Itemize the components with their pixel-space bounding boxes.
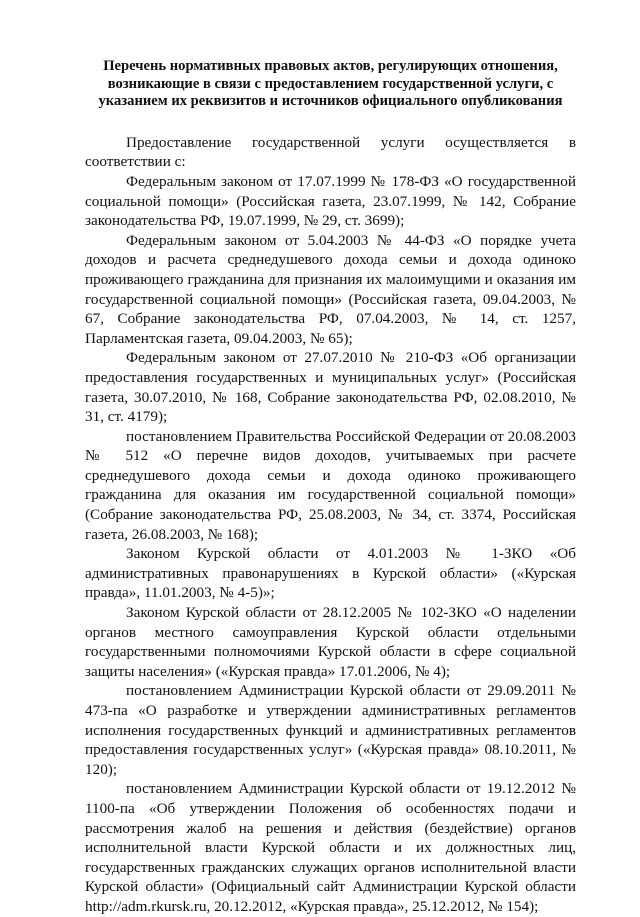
legal-act-item: Федеральным законом от 27.07.2010 № 210-ФЗ «Об организации предоставления государственных и муниципальных услуг» (Российская газета, 30.07.2010, № 168, Собрание законодательства РФ, 02.08.2010, № 31, ст. 4179); [85,349,576,426]
legal-act-item: Федеральным законом от 17.07.1999 № 178-ФЗ «О государственной социальной помощи» (Российская газета, 23.07.1999, № 142, Собрание законодательства РФ, 19.07.1999, № 29, ст. 3699); [85,172,576,230]
intro-paragraph: Предоставление государственной услуги осуществляется в соответствии с: [85,133,576,171]
document-title: Перечень нормативных правовых актов, регулирующих отношения, возникающие в связи с предоставлением государственной услуги, с указанием их реквизитов и источников официального опубликования [98,58,563,110]
legal-act-item: Законом Курской области от 4.01.2003 № 1-ЗКО «Об административных правонарушениях в Курской области» («Курская правда», 11.01.2003, № 4-5)»; [85,545,576,602]
document-page [85,58,576,917]
legal-act-item: постановлением Администрации Курской области от 19.12.2012 № 1100-па «Об утверждении Положения об особенностях подачи и рассмотрения жалоб на решения и действия (бездействие) органов исполнительной власти Курской области и их должностных лиц, государственных гражданских служащих органов исполнительной власти Курской области» (Официальный сайт Администрации Курской области http://adm.rkursk.ru, 20.12.2012, «Курская правда», 25.12.2012, № 154); [85,780,576,915]
legal-act-item: постановлением Правительства Российской Федерации от 20.08.2003 № 512 «О перечне видов доходов, учитываемых при расчете среднедушевого дохода семьи и дохода одиноко проживающего гражданина для оказания им государственной социальной помощи» (Собрание законодательства РФ, 25.08.2003, № 34, ст. 3374, Российская газета, 26.08.2003, № 168); [85,427,576,543]
legal-act-item: Федеральным законом от 5.04.2003 № 44-ФЗ «О порядке учета доходов и расчета среднедушевого дохода семьи и дохода одиноко проживающего гражданина для признания их малоимущими и оказания им государственной социальной помощи» (Российская газета, 09.04.2003, № 67, Собрание законодательства РФ, 07.04.2003, № 14, ст. 1257, Парламентская газета, 09.04.2003, № 65); [85,231,576,347]
legal-act-item: постановлением Администрации Курской области от 29.09.2011 № 473-па «О разработке и утверждении административных регламентов исполнения государственных функций и административных регламентов предоставления государственных услуг» («Курская правда» 08.10.2011, № 120); [85,682,576,778]
legal-act-item: Законом Курской области от 28.12.2005 № 102-ЗКО «О наделении органов местного самоуправления Курской области отдельными государственными полномочиями Курской области в сфере социальной защиты населения» («Курская правда» 17.01.2006, № 4); [85,604,576,680]
